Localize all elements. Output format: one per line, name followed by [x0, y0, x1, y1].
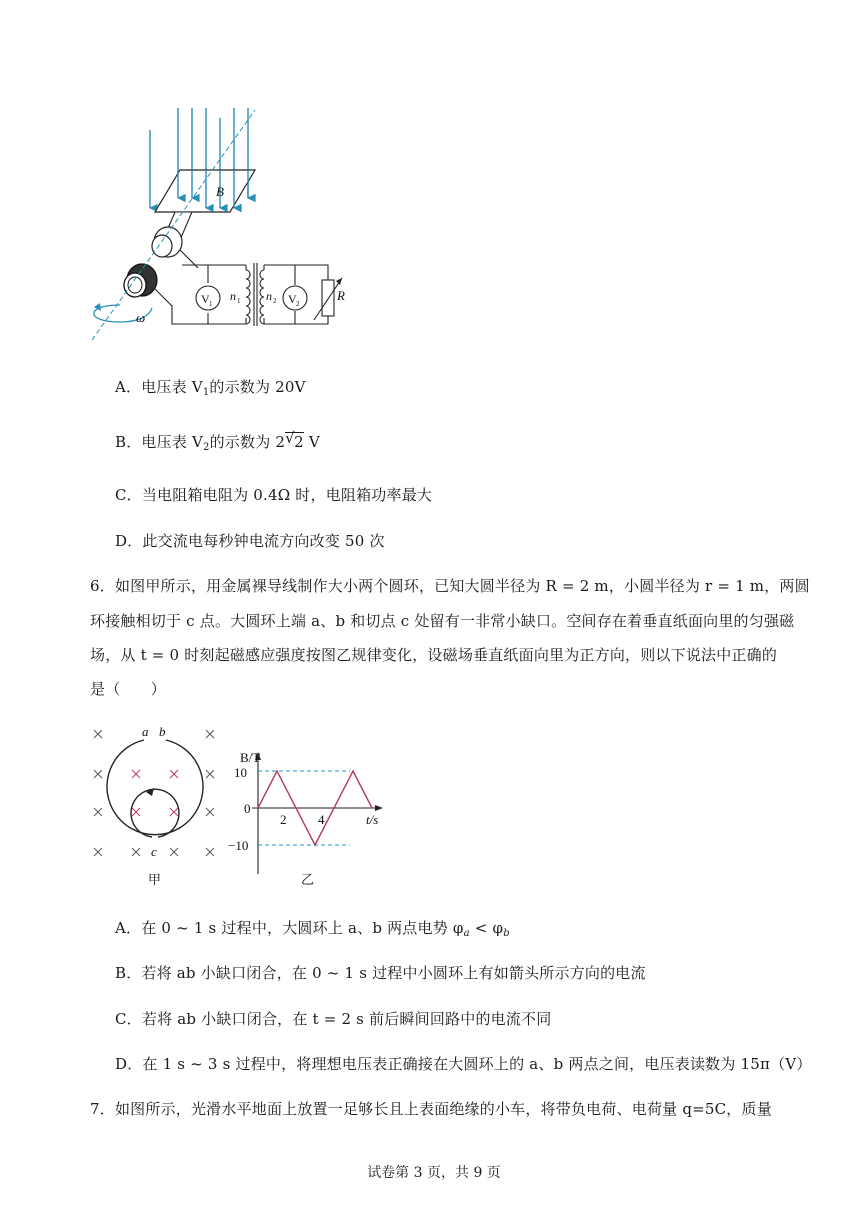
- figure-yi-chart: [226, 742, 396, 892]
- resistor-label: R: [337, 288, 345, 303]
- svg-text:2: 2: [296, 300, 300, 308]
- field-cross: [94, 808, 102, 816]
- field-label-B: B: [216, 184, 224, 199]
- q6-stem-line2: 环接触相切于 c 点。大圆环上端 a、b 和切点 c 处留有一非常小缺口。空间存在着垂直纸面向里的匀强磁: [90, 612, 795, 630]
- resistor-box: [322, 280, 334, 316]
- field-cross: [94, 730, 102, 738]
- coil-plate: [155, 170, 255, 212]
- svg-text:1: 1: [237, 297, 241, 305]
- caption-yi: 乙: [301, 872, 315, 887]
- field-cross: [94, 770, 102, 778]
- y-tick-0: 0: [244, 801, 251, 816]
- q5-option-b: B．电压表 $V_2$的示数为 2 √ 2 V: [115, 429, 320, 453]
- secondary-coil: [260, 265, 264, 324]
- svg-text:V: V: [201, 292, 210, 306]
- q7-stem-line1: 7．如图所示，光滑水平地面上放置一足够长且上表面绝缘的小车，将带负电荷、电荷量 q=5C，质量: [90, 1100, 772, 1118]
- small-ring: [131, 789, 179, 837]
- primary-coil: [246, 265, 250, 324]
- sqrt-sign: √ 2: [285, 429, 304, 451]
- field-cross: [132, 848, 140, 856]
- field-cross: [170, 770, 178, 778]
- y-tick-10: 10: [234, 765, 247, 780]
- q5-option-d: D．此交流电每秒钟电流方向改变 50 次: [115, 532, 385, 550]
- q5-option-a: A．电压表 $V_1$的示数为 20V: [115, 378, 306, 398]
- x-tick-4: 4: [318, 812, 325, 827]
- y-tick-neg10: −10: [228, 838, 249, 853]
- field-cross: [94, 848, 102, 856]
- q6-stem-line1: 6．如图甲所示，用金属裸导线制作大小两个圆环，已知大圆半径为 R = 2 m，小圆半径为 r = 1 m，两圆: [90, 577, 810, 595]
- svg-text:2: 2: [273, 297, 277, 305]
- q6-option-d: D．在 1 s ~ 3 s 过程中，将理想电压表正确接在大圆环上的 a、b 两点之间，电压表读数为 15π（V）: [115, 1055, 812, 1073]
- generator-transformer-figure: [80, 100, 370, 350]
- field-cross: [170, 808, 178, 816]
- svg-text:n: n: [230, 289, 236, 303]
- omega-label: ω: [136, 310, 146, 325]
- q6-stem-line4: 是（ ）: [90, 680, 167, 698]
- y-axis-label: B/T: [240, 750, 261, 765]
- q5-option-c: C．当电阻箱电阻为 0.4Ω 时，电阻箱功率最大: [115, 486, 433, 504]
- q6-option-b: B．若将 ab 小缺口闭合，在 0 ~ 1 s 过程中小圆环上有如箭头所示方向的电流: [115, 964, 646, 982]
- large-ring: [107, 740, 203, 835]
- page-footer: 试卷第 3 页，共 9 页: [367, 1165, 501, 1181]
- label-c: c: [151, 844, 157, 859]
- field-cross: [206, 770, 214, 778]
- x-tick-2: 2: [280, 812, 287, 827]
- q6-stem-line3: 场，从 t = 0 时刻起磁感应强度按图乙规律变化，设磁场垂直纸面向里为正方向，则以下说法中正确的: [90, 646, 778, 664]
- field-cross: [132, 808, 140, 816]
- x-axis-label: t/s: [366, 812, 379, 827]
- field-crosses: [94, 730, 214, 856]
- field-cross: [206, 808, 214, 816]
- label-a: a: [142, 724, 149, 739]
- caption-jia: 甲: [148, 872, 162, 887]
- svg-text:1: 1: [209, 300, 213, 308]
- q6-option-a: A．在 0 ~ 1 s 过程中，大圆环上 a、b 两点电势 $\varphi_a < \varphi_b$: [115, 919, 510, 939]
- svg-text:V: V: [288, 292, 297, 306]
- label-b: b: [159, 724, 166, 739]
- field-cross: [170, 848, 178, 856]
- svg-text:n: n: [266, 289, 272, 303]
- field-cross: [132, 770, 140, 778]
- field-cross: [206, 730, 214, 738]
- figure-jia-rings: [86, 722, 226, 892]
- q6-option-c: C．若将 ab 小缺口闭合，在 t = 2 s 前后瞬间回路中的电流不同: [115, 1010, 552, 1028]
- field-cross: [206, 848, 214, 856]
